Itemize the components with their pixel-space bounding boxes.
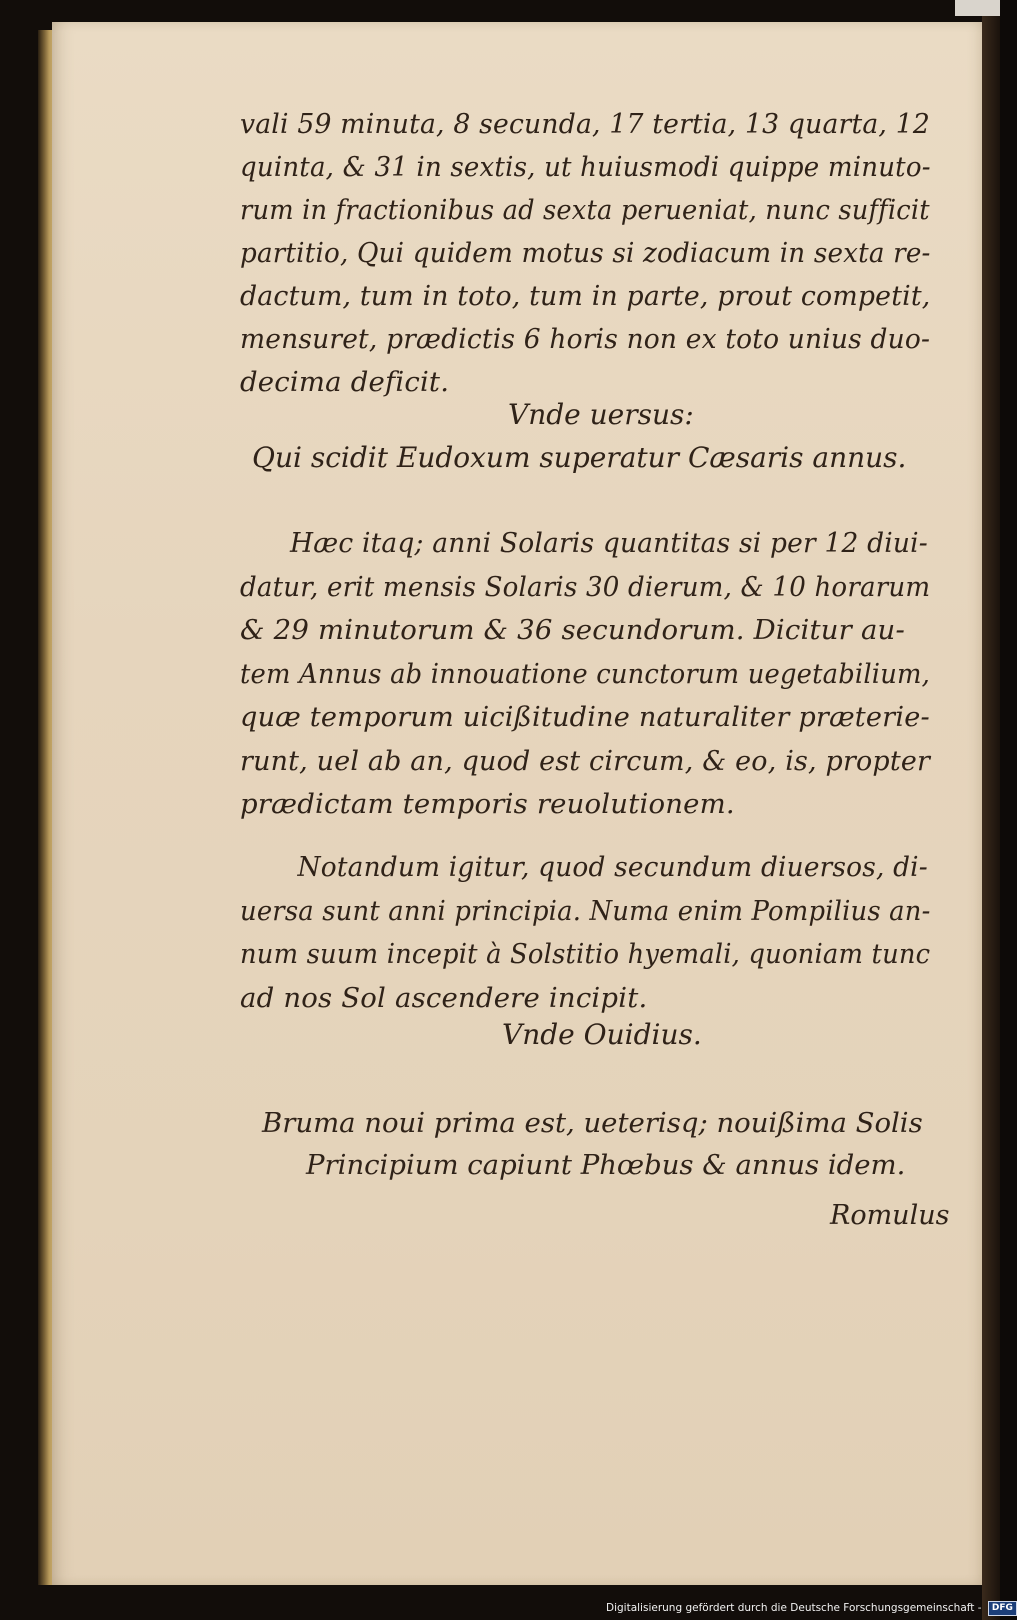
scan-corner [955, 0, 1000, 16]
poem-line-1: Bruma noui prima est, ueterisq; nouißima Solis [262, 1107, 923, 1139]
vnde-versus-heading: Vnde uersus: [508, 398, 694, 431]
poem-line-2: Principium capiunt Phœbus & annus idem. [306, 1149, 906, 1181]
text-line: tem Annus ab innouatione cunctorum uegetabilium, [240, 657, 931, 690]
text-line: uersa sunt anni principia. Numa enim Pompilius an- [240, 894, 931, 927]
digitization-credit [606, 1599, 1013, 1617]
verse-line: Qui scidit Eudoxum superatur Cæsaris annus. [252, 441, 907, 474]
text-line: dactum, tum in toto, tum in parte, prout competit, [240, 280, 931, 312]
dfg-logo-icon: DFG [988, 1601, 1017, 1616]
text-line: Hæc itaq; anni Solaris quantitas si per 12 diui- [290, 527, 928, 559]
text-line: runt, uel ab an, quod est circum, & eo, is, propter [240, 744, 931, 777]
paragraph-1 [240, 103, 930, 404]
text-line: mensuret, prædictis 6 horis non ex toto unius duo- [240, 323, 931, 355]
book-binding-edge [982, 0, 1000, 1620]
text-line: num suum incepit à Solstitio hyemali, quoniam tunc [240, 938, 931, 970]
text-line: Notandum igitur, quod secundum diuersos, di- [297, 851, 928, 883]
text-line: decima deficit. [240, 366, 450, 398]
paragraph-3 [240, 846, 930, 1020]
text-line: & 29 minutorum & 36 secundorum. Dicitur au- [240, 614, 905, 646]
text-line: partitio, Qui quidem motus si zodiacum in sexta re- [240, 237, 931, 269]
credit-text: Digitalisierung gefördert durch die Deutsche Forschungsgemeinschaft - [606, 1602, 982, 1614]
catchword: Romulus [830, 1200, 950, 1231]
text-line: datur, erit mensis Solaris 30 dierum, & 10 horarum [240, 570, 931, 603]
text-line: rum in fractionibus ad sexta perueniat, nunc sufficit [240, 194, 930, 226]
vnde-ouidius-heading: Vnde Ouidius. [502, 1018, 702, 1051]
text-line: vali 59 minuta, 8 secunda, 17 tertia, 13 quarta, 12 [240, 108, 930, 140]
paragraph-2 [240, 522, 930, 827]
text-line: quæ temporum uicißitudine naturaliter præterie- [240, 701, 930, 733]
text-line: ad nos Sol ascendere incipit. [240, 981, 648, 1014]
text-line: prædictam temporis reuolutionem. [240, 788, 735, 820]
text-line: quinta, & 31 in sextis, ut huiusmodi quippe minuto- [240, 151, 931, 183]
